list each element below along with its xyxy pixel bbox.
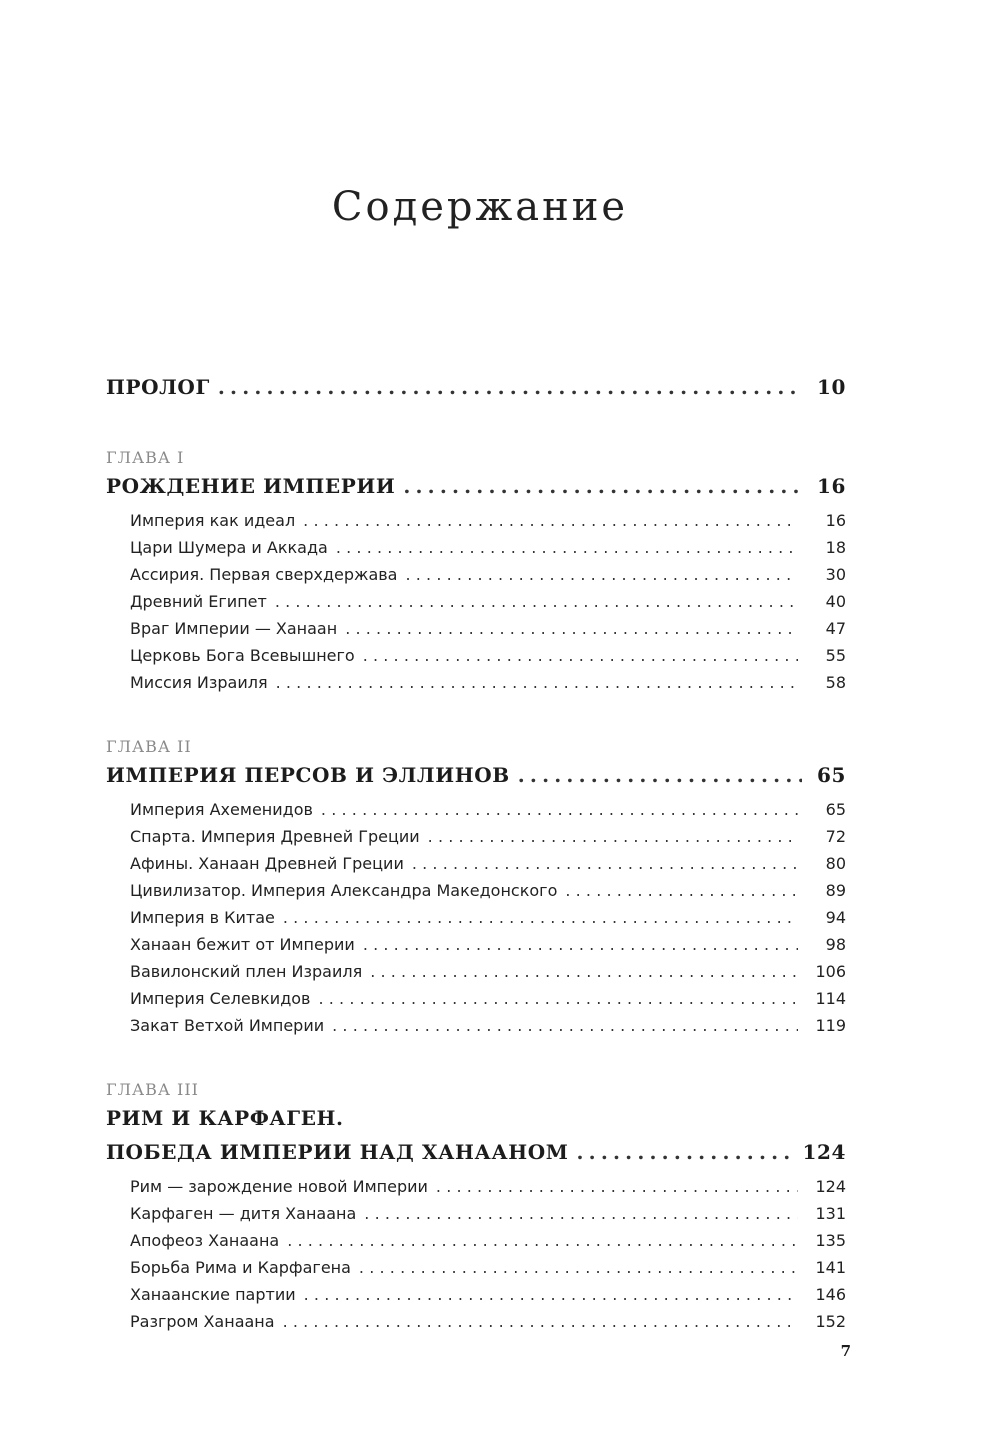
dot-leader: [412, 850, 798, 877]
chapter-label: ГЛАВА II: [106, 737, 192, 756]
chapter-title-text: РИМ И КАРФАГЕН.: [106, 1106, 344, 1130]
toc-entry-section[interactable]: [106, 877, 846, 904]
section-list: [106, 507, 846, 696]
prologue-title: ПРОЛОГ: [106, 375, 210, 399]
dot-leader: [405, 561, 798, 588]
section-title: Афины. Ханаан Древней Греции: [130, 854, 404, 873]
section-page: 124: [815, 1177, 846, 1196]
section-title: Цари Шумера и Аккада: [130, 538, 328, 557]
toc-entry-chapter[interactable]: [106, 1135, 846, 1169]
chapter-block: [106, 1079, 846, 1335]
section-page: 135: [815, 1231, 846, 1250]
section-page: 98: [825, 935, 846, 954]
chapter-label: ГЛАВА I: [106, 448, 185, 467]
section-title: Цивилизатор. Империя Александра Македонского: [130, 881, 558, 900]
chapter-title-text: ПОБЕДА ИМПЕРИИ НАД ХАНААНОМ: [106, 1140, 569, 1164]
section-page: 146: [815, 1285, 846, 1304]
section-title: Борьба Рима и Карфагена: [130, 1258, 351, 1277]
section-title: Апофеоз Ханаана: [130, 1231, 280, 1250]
dot-leader: [518, 758, 802, 792]
dot-leader: [363, 931, 798, 958]
dot-leader: [276, 669, 798, 696]
chapter-page: 65: [816, 763, 846, 787]
page-number: 7: [840, 1342, 851, 1360]
chapter-page: 16: [816, 474, 846, 498]
toc-entry-section[interactable]: [106, 931, 846, 958]
dot-leader: [283, 1308, 798, 1335]
chapter-title-line: [106, 1101, 846, 1135]
prologue-page: 10: [816, 375, 846, 399]
dot-leader: [275, 588, 798, 615]
toc-entry-section[interactable]: [106, 615, 846, 642]
chapter-title-text: ИМПЕРИЯ ПЕРСОВ И ЭЛЛИНОВ: [106, 763, 510, 787]
toc-entry-section[interactable]: [106, 1173, 846, 1200]
section-page: 58: [825, 673, 846, 692]
dot-leader: [287, 1227, 798, 1254]
dot-leader: [332, 1012, 798, 1039]
section-page: 94: [825, 908, 846, 927]
section-page: 89: [825, 881, 846, 900]
toc-entry-section[interactable]: [106, 588, 846, 615]
section-page: 80: [825, 854, 846, 873]
section-page: 16: [825, 511, 846, 530]
section-title: Империя как идеал: [130, 511, 296, 530]
section-title: Закат Ветхой Империи: [130, 1016, 325, 1035]
toc-entry-section[interactable]: [106, 1254, 846, 1281]
toc-entry-section[interactable]: [106, 1227, 846, 1254]
section-title: Карфаген — дитя Ханаана: [130, 1204, 357, 1223]
toc-entry-section[interactable]: [106, 1012, 846, 1039]
toc-entry-chapter[interactable]: [106, 758, 846, 792]
toc-entry-section[interactable]: [106, 642, 846, 669]
dot-leader: [345, 615, 798, 642]
section-title: Ханаан бежит от Империи: [130, 935, 355, 954]
toc-entry-section[interactable]: [106, 985, 846, 1012]
toc-entry-section[interactable]: [106, 561, 846, 588]
section-title: Империя Ахеменидов: [130, 800, 313, 819]
section-page: 141: [815, 1258, 846, 1277]
section-title: Церковь Бога Всевышнего: [130, 646, 355, 665]
section-list: [106, 1173, 846, 1335]
section-page: 106: [815, 962, 846, 981]
dot-leader: [318, 985, 798, 1012]
dot-leader: [303, 507, 798, 534]
dot-leader: [577, 1135, 797, 1169]
chapters-container: [106, 447, 846, 1335]
dot-leader: [283, 904, 798, 931]
section-title: Миссия Израиля: [130, 673, 268, 692]
toc-entry-section[interactable]: [106, 823, 846, 850]
toc-entry-section[interactable]: [106, 669, 846, 696]
chapter-page: 124: [802, 1140, 846, 1164]
section-title: Империя в Китае: [130, 908, 275, 927]
dot-leader: [370, 958, 798, 985]
section-page: 114: [815, 989, 846, 1008]
dot-leader: [218, 370, 802, 404]
section-title: Империя Селевкидов: [130, 989, 311, 1008]
section-page: 40: [825, 592, 846, 611]
section-page: 131: [815, 1204, 846, 1223]
toc-entry-section[interactable]: [106, 1200, 846, 1227]
dot-leader: [428, 823, 798, 850]
section-page: 65: [825, 800, 846, 819]
section-page: 152: [815, 1312, 846, 1331]
toc-entry-section[interactable]: [106, 1281, 846, 1308]
dot-leader: [304, 1281, 798, 1308]
section-list: [106, 796, 846, 1039]
dot-leader: [363, 642, 798, 669]
section-page: 55: [825, 646, 846, 665]
toc-entry-section[interactable]: [106, 507, 846, 534]
page-title: Содержание: [331, 184, 629, 230]
dot-leader: [321, 796, 798, 823]
section-page: 30: [825, 565, 846, 584]
section-title: Рим — зарождение новой Империи: [130, 1177, 428, 1196]
toc-entry-section[interactable]: [106, 958, 846, 985]
dot-leader: [364, 1200, 798, 1227]
section-title: Разгром Ханаана: [130, 1312, 275, 1331]
dot-leader: [403, 469, 802, 503]
section-page: 72: [825, 827, 846, 846]
chapter-block: [106, 736, 846, 1039]
toc-entry-section[interactable]: [106, 904, 846, 931]
toc-entry-section[interactable]: [106, 1308, 846, 1335]
toc-entry-chapter[interactable]: [106, 469, 846, 503]
section-title: Вавилонский плен Израиля: [130, 962, 363, 981]
section-page: 47: [825, 619, 846, 638]
dot-leader: [359, 1254, 798, 1281]
chapter-label: ГЛАВА III: [106, 1080, 199, 1099]
dot-leader: [436, 1173, 798, 1200]
section-title: Спарта. Империя Древней Греции: [130, 827, 420, 846]
dot-leader: [336, 534, 798, 561]
chapter-block: [106, 447, 846, 696]
section-page: 119: [815, 1016, 846, 1035]
chapter-title-text: РОЖДЕНИЕ ИМПЕРИИ: [106, 474, 396, 498]
table-of-contents: [106, 370, 846, 1335]
section-title: Ханаанские партии: [130, 1285, 296, 1304]
section-title: Ассирия. Первая сверхдержава: [130, 565, 398, 584]
toc-entry-section[interactable]: [106, 534, 846, 561]
section-title: Древний Египет: [130, 592, 267, 611]
section-page: 18: [825, 538, 846, 557]
toc-entry-section[interactable]: [106, 850, 846, 877]
section-title: Враг Империи — Ханаан: [130, 619, 338, 638]
toc-entry-section[interactable]: [106, 796, 846, 823]
toc-entry-prologue[interactable]: [106, 370, 846, 404]
dot-leader: [565, 877, 798, 904]
